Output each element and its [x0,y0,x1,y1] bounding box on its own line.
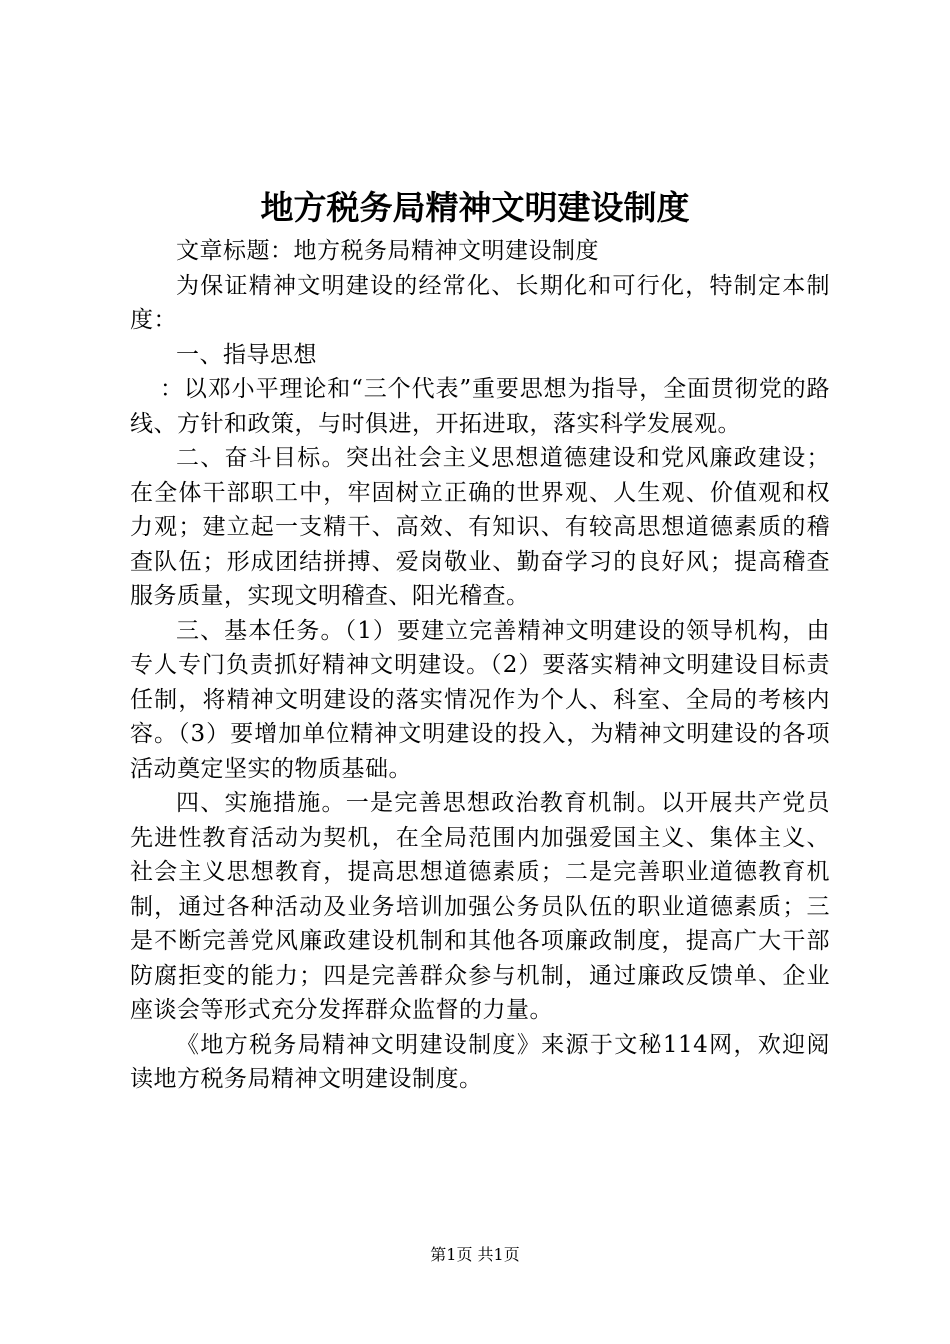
document-title: 地方税务局精神文明建设制度 [260,188,690,227]
intro-paragraph: 为保证精神文明建设的经常化、长期化和可行化，特制定本制度： [130,272,830,333]
page-footer: 第1页 共1页 [430,1245,520,1264]
document-body [130,234,830,1097]
article-title-line: 文章标题：地方税务局精神文明建设制度 [176,238,599,264]
tasks-paragraph: 三、基本任务。（1）要建立完善精神文明建设的领导机构，由专人专门负责抓好精神文明建设。（2）要落实精神文明建设目标责任制，将精神文明建设的落实情况作为个人、科室、全局的考核内容。（3）要增加单位精神文明建设的投入，为精神文明建设的各项活动奠定坚实的物质基础。 [130,617,830,782]
guiding-thought-paragraph: ：以邓小平理论和“三个代表”重要思想为指导，全面贯彻党的路线、方针和政策，与时俱进，开拓进取，落实科学发展观。 [130,376,830,437]
goals-paragraph: 二、奋斗目标。突出社会主义思想道德建设和党风廉政建设；在全体干部职工中，牢固树立正确的世界观、人生观、价值观和权力观；建立起一支精干、高效、有知识、有较高思想道德素质的稽查队伍；形成团结拼搏、爱岗敬业、勤奋学习的良好风；提高稽查服务质量，实现文明稽查、阳光稽查。 [130,445,830,609]
source-paragraph: 《地方税务局精神文明建设制度》来源于文秘114网，欢迎阅读地方税务局精神文明建设制度。 [130,1031,830,1092]
section-heading-guiding-thought: 一、指导思想 [176,341,317,368]
measures-paragraph: 四、实施措施。一是完善思想政治教育机制。以开展共产党员先进性教育活动为契机，在全局范围内加强爱国主义、集体主义、社会主义思想教育，提高思想道德素质；二是完善职业道德教育机制，通过各种活动及业务培训加强公务员队伍的职业道德素质；三是不断完善党风廉政建设机制和其他各项廉政制度，提高广大干部防腐拒变的能力；四是完善群众参与机制，通过廉政反馈单、企业座谈会等形式充分发挥群众监督的力量。 [130,790,830,1023]
